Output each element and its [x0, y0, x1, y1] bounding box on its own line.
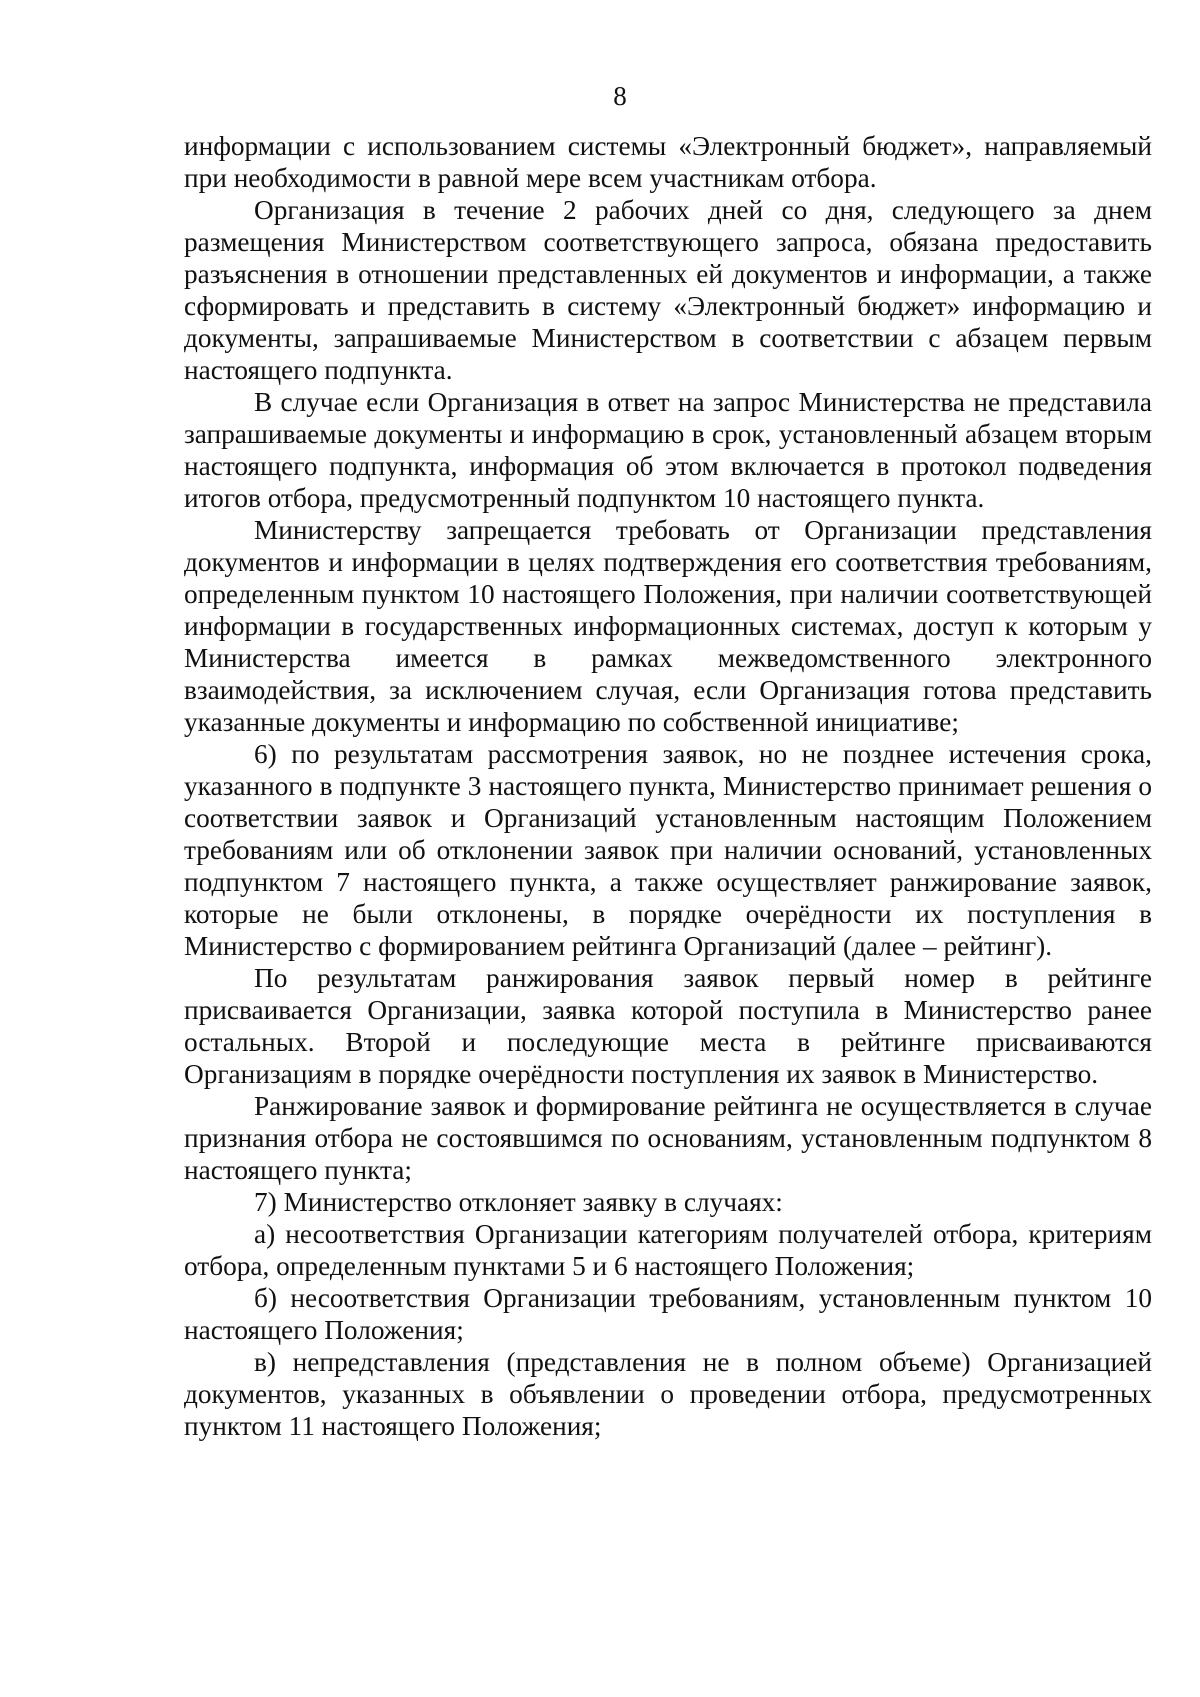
paragraph-organization-clarifications: Организация в течение 2 рабочих дней со дня, следующего за днем размещения Министерством соответствующего запроса, обязана предоставить разъяснения в отношении представленных ей документов и информации, а также сформировать и представить в систему «Электронный бюджет» информацию и документы, запрашиваемые Министерством в соответствии с абзацем первым настоящего подпункта. — [184, 195, 1152, 385]
paragraph-item-7a: а) несоответствия Организации категориям получателей отбора, критериям отбора, определенным пунктами 5 и 6 настоящего Положения; — [184, 1219, 1152, 1281]
paragraph-ministry-prohibition: Министерству запрещается требовать от Организации представления документов и информации в целях подтверждения его соответствия требованиям, определенным пунктом 10 настоящего Положения, при наличии соответствующей информации в государственных информационных системах, доступ к которым у Министерства имеется в рамках межведомственного электронного взаимодействия, за исключением случая, если Организация готова представить указанные документы и информацию по собственной инициативе; — [184, 515, 1152, 737]
document-body — [184, 130, 1152, 1442]
paragraph-failure-to-provide: В случае если Организация в ответ на запрос Министерства не представила запрашиваемые документы и информацию в срок, установленный абзацем вторым настоящего подпункта, информация об этом включается в протокол подведения итогов отбора, предусмотренный подпунктом 10 настоящего пункта. — [184, 387, 1152, 513]
paragraph-item-7b: б) несоответствия Организации требованиям, установленным пунктом 10 настоящего Положения; — [184, 1283, 1152, 1345]
paragraph-continuation: информации с использованием системы «Электронный бюджет», направляемый при необходимости в равной мере всем участникам отбора. — [184, 131, 1152, 193]
page-number: 8 — [613, 81, 627, 111]
paragraph-ranking-not-performed: Ранжирование заявок и формирование рейтинга не осуществляется в случае признания отбора не состоявшимся по основаниям, установленным подпунктом 8 настоящего пункта; — [184, 1091, 1152, 1185]
paragraph-item-7v: в) непредставления (представления не в полном объеме) Организацией документов, указанных в объявлении о проведении отбора, предусмотренных пунктом 11 настоящего Положения; — [184, 1347, 1152, 1441]
paragraph-item-6: 6) по результатам рассмотрения заявок, но не позднее истечения срока, указанного в подпункте 3 настоящего пункта, Министерство принимает решения о соответствии заявок и Организаций установленным настоящим Положением требованиям или об отклонении заявок при наличии оснований, установленных подпунктом 7 настоящего пункта, а также осуществляет ранжирование заявок, которые не были отклонены, в порядке очерёдности их поступления в Министерство с формированием рейтинга Организаций (далее – рейтинг). — [184, 739, 1152, 961]
paragraph-ranking-results: По результатам ранжирования заявок первый номер в рейтинге присваивается Организации, заявка которой поступила в Министерство ранее остальных. Второй и последующие места в рейтинге присваиваются Организациям в порядке очерёдности поступления их заявок в Министерство. — [184, 963, 1152, 1089]
paragraph-item-7: 7) Министерство отклоняет заявку в случаях: — [254, 1187, 783, 1217]
